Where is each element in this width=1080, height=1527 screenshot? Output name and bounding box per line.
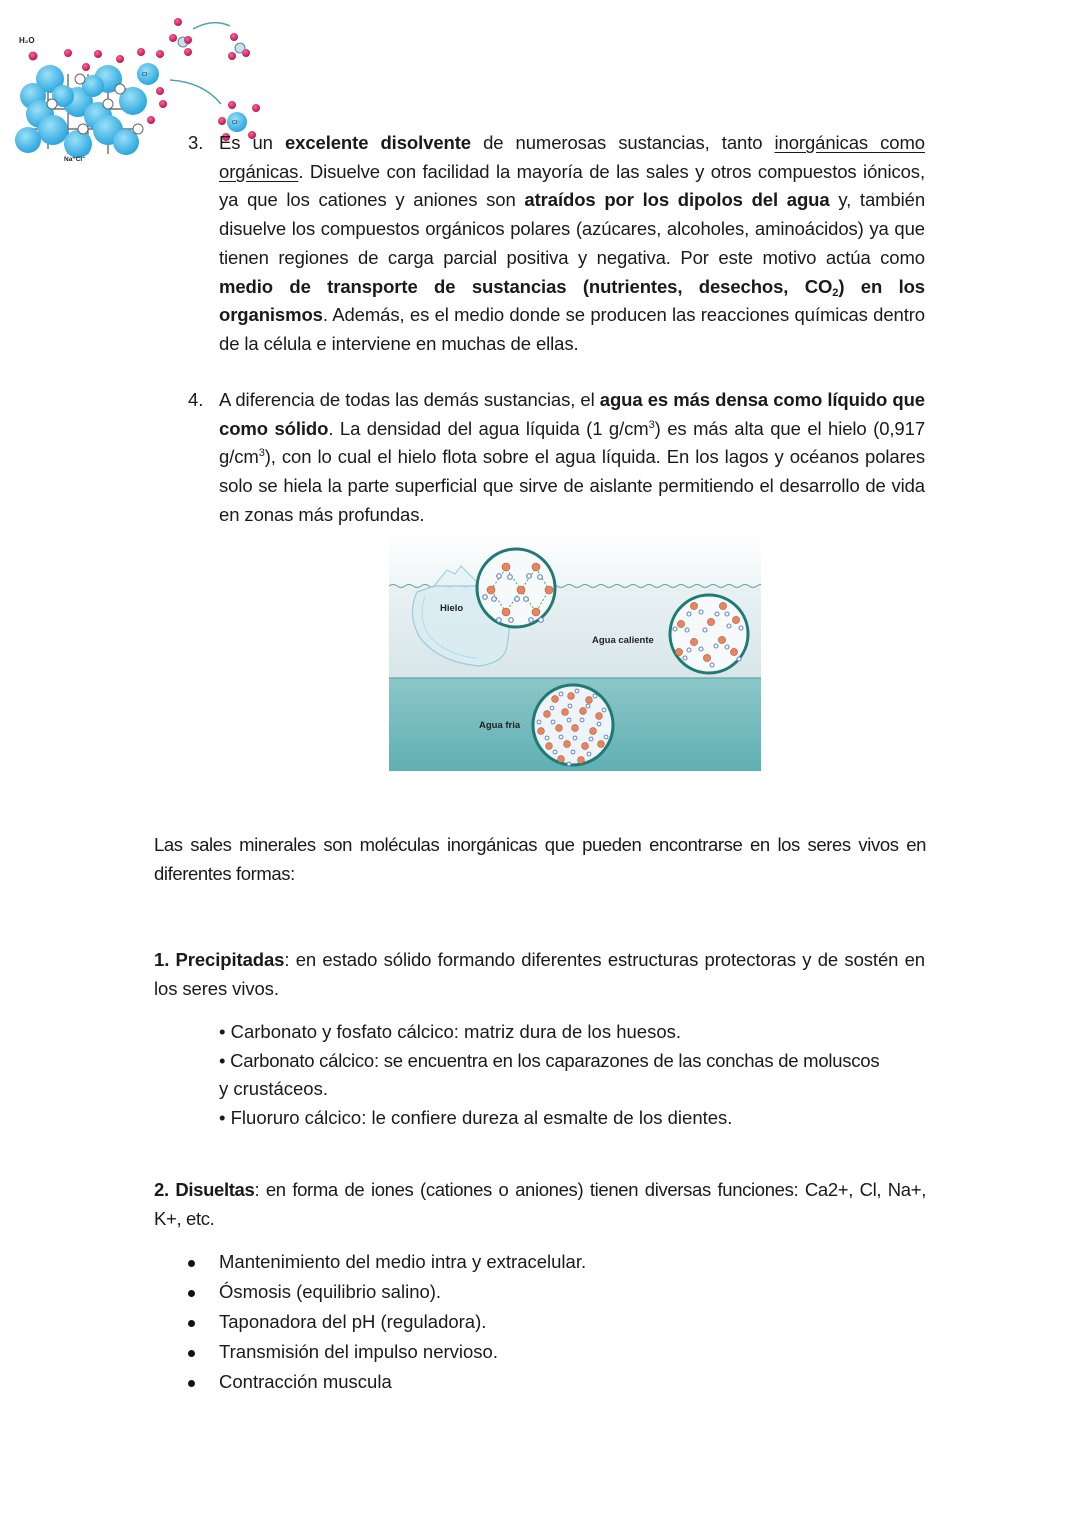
cold-water-circle [533,685,613,766]
emphasis-dipoles: atraídos por los dipolos del agua [524,189,830,211]
precipitadas-item: • Carbonato y fosfato cálcico: matriz dura de los huesos. [219,1021,682,1042]
disueltas-item: Ósmosis (equilibrio salino). [219,1281,442,1302]
label-cold-water: Agua fria [479,720,521,731]
disueltas-heading: 2. Disueltas [154,1179,255,1200]
precipitadas-heading: 1. Precipitadas [154,949,285,970]
point-4-paragraph: A diferencia de todas las demás sustancias, el agua es más densa como líquido que como sólido. La densidad del agua líquida (1 $g/cm^3$) es más alta que el hielo (0,917 $g/cm^3$), con lo cual el hielo flota sobre el agua líquida. En los lagos y océanos polares solo se hiela la parte superficial que sirve de aislante permitiendo el desarrollo de vida en zonas más profundas. [219,389,926,525]
list-number-4: 4. [188,389,204,410]
emphasis-solvent: excelente disolvente [284,132,471,153]
label-ice: Hielo [440,603,464,614]
bullet-icon [188,1290,195,1297]
precipitadas-item-continuation: y crustáceos. [219,1078,328,1099]
underline-inorganic-organic: inorgánicas como orgánicas [219,132,925,182]
precipitadas-paragraph: 1. Precipitadas: en estado sólido formando diferentes estructuras protectoras y de sostén en los seres vivos. [154,949,925,999]
bullet-icon [188,1260,195,1267]
precipitadas-item: • Fluoruro cálcico: le confiere dureza al esmalte de los dientes. [219,1107,733,1128]
ice-lattice-circle [477,549,555,627]
bullet-icon [188,1380,195,1387]
mineral-salts-intro: Las sales minerales son moléculas inorgánicas que pueden encontrarse en los seres vivos en diferentes formas: [154,834,926,884]
warm-water-circle [670,595,748,673]
emphasis-density: agua es más densa como líquido que como sólido [219,389,925,439]
svg-text:Cl⁻: Cl⁻ [142,72,151,78]
bullet-icon [188,1350,195,1357]
label-warm-water: Agua caliente [592,635,654,646]
bullet-icon [188,1320,195,1327]
list-number-3: 3. [188,132,204,153]
disueltas-item: Contracción muscula [219,1371,392,1392]
salt-label: Na⁺Cl⁻ [64,156,86,163]
point-3-paragraph: Es un excelente disolvente de numerosas sustancias, tanto inorgánicas como orgánicas. Disuelve con facilidad la mayoría de las sales y otros compuestos iónicos, ya que los cationes y aniones son atraídos por los dipolos del agua y, también disuelve los compuestos orgánicos polares (azúcares, alcoholes, aminoácidos) ya que tienen regiones de carga parcial positiva y negativa. Por este motivo actúa como medio de transporte de sustancias (nutrientes, desechos, $CO_2$) en los organismos. Además, es el medio donde se producen las reacciones químicas dentro de la célula e interviene en muchas de ellas. [219,132,926,354]
water-label: H₂O [19,36,35,45]
disueltas-item: Mantenimiento del medio intra y extracelular. [219,1251,587,1272]
emphasis-transport: medio de transporte de sustancias (nutrientes, desechos, $CO_2$) en los organismos [219,275,925,326]
precipitadas-item: • Carbonato cálcico: se encuentra en los caparazones de las conchas de moluscos [219,1050,880,1071]
svg-text:Cl⁻: Cl⁻ [232,120,241,126]
disueltas-item: Transmisión del impulso nervioso. [219,1341,498,1362]
disueltas-paragraph: 2. Disueltas: en forma de iones (cationes o aniones) tienen diversas funciones: Ca2+, Cl, Na+, K+, etc. [154,1179,926,1229]
ice-water-density-diagram [389,534,761,771]
disueltas-item: Taponadora del pH (reguladora). [219,1311,487,1332]
